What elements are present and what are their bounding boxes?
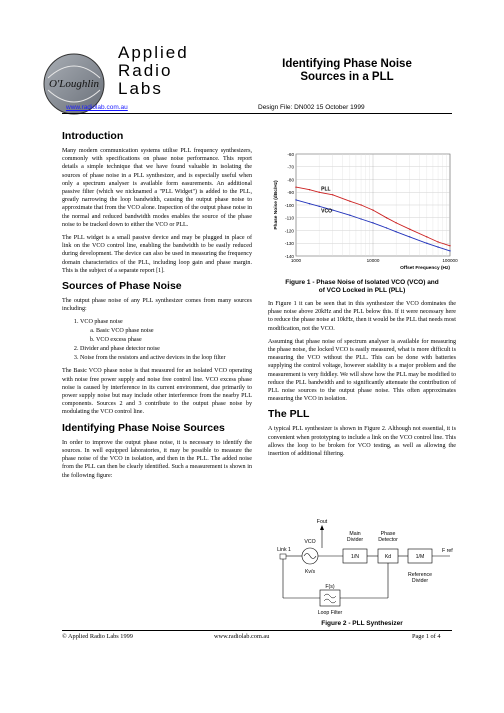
data-point-pll	[360, 204, 361, 205]
y-tick-label: -130	[284, 241, 294, 247]
title-line-1: Identifying Phase Noise	[282, 58, 412, 70]
data-point-pll	[332, 194, 333, 195]
reference-divider-ratio: 1/M	[415, 554, 425, 560]
data-point-pll	[409, 229, 410, 230]
reference-divider-label-2: Divider	[411, 578, 429, 584]
sources-heading: Sources of Phase Noise	[62, 280, 182, 293]
main-divider-ratio: 1/N	[350, 554, 360, 560]
identify-paragraph-1: In order to improve the output phase noise, it is necessary to identify the sources. In well equipped laboratories, it may be possible to measure the phase noise of the VCO in isolation, and then in the PLL. The added noise from the PLL can then be clearly identified. Such a measurement is shown in the following figure:	[62, 439, 252, 479]
brand-line-3: Labs	[118, 79, 163, 98]
footer-website-link[interactable]: www.radiolab.com.au	[214, 633, 270, 640]
data-point-vco	[332, 209, 333, 210]
sources-paragraph-2: The Basic VCO phase noise is that measured for an isolated VCO operating with noise free power supply and noise free control line. VCO excess phase noise is caused by interference in its current environment, due primarily to power supply noise but may include other interference from the nearby PLL components. Sources 2 and 3 contribute to the output phase noise by modulating the VCO control line.	[62, 368, 252, 416]
design-file-info: Design File: DN002 15 October 1999	[258, 104, 365, 111]
data-point-vco	[309, 203, 310, 204]
document-title	[254, 58, 440, 84]
identify-heading: Identifying Phase Noise Sources	[62, 421, 225, 434]
x-axis-label: Offset Frequency (Hz)	[400, 266, 450, 271]
data-point-vco	[372, 222, 373, 223]
brand-line-2: Radio	[118, 61, 173, 80]
data-point-pll	[309, 189, 310, 190]
data-point-vco	[395, 231, 396, 232]
data-point-vco	[426, 243, 427, 244]
website-link[interactable]: www.radiolab.com.au	[66, 104, 128, 111]
series-label-vco: VCO	[321, 208, 333, 215]
intro-paragraph-2: The PLL widget is a small passive device and may be plugged in place of link on the VCO control line, enabling the bandwidth to be easily reduced during development. The device can also be used in measuring the frequency domain characteristics of the PLL, including loop gain and phase margin. This is the subject of a separate report [1].	[62, 235, 252, 274]
sources-intro: The output phase noise of any PLL synthesizer comes from many sources including:	[62, 298, 252, 313]
y-tick-label: -140	[284, 253, 294, 259]
loop-filter-transfer: F(s)	[325, 584, 335, 590]
y-tick-label: -100	[284, 202, 294, 208]
data-point-vco	[449, 250, 450, 251]
title-line-2: Sources in a PLL	[300, 71, 394, 83]
right-paragraph-2: Assuming that phase noise of spectrum analyser is available for measuring the phase noise, the locked VCO is easily measured, what is more difficult is measuring the VCO without the PLL. This can be done with batteries supplying the control voltage, however stability is a major problem and the measurement is very fiddley. We will show how the PLL may be modified to reduce the PLL bandwidth and to significantly attenuate the contribution of PLL noise sources to the output phase noise. This often approximates measuring the VCO in isolation.	[268, 338, 456, 403]
phase-detector-gain: Kd	[384, 554, 392, 560]
series-label-pll: PLL	[321, 186, 331, 193]
figure-1-caption: Figure 1 - Phase Noise of Isolated VCO (VCO) and of VCO Locked in PLL (PLL)	[285, 279, 439, 294]
data-point-pll	[318, 192, 319, 193]
pll-block-diagram	[270, 518, 456, 618]
data-point-pll	[449, 245, 450, 246]
fout-label: Fout	[316, 519, 328, 525]
list-item: b. VCO excess phase	[96, 336, 252, 344]
left-column	[62, 126, 252, 485]
header-divider	[62, 113, 452, 114]
footer-page-number: Page 1 of 4	[412, 633, 441, 640]
y-axis-label: Phase Noise (dBc/Hz)	[274, 180, 279, 230]
data-point-pll	[386, 217, 387, 218]
list-item: 2. Divider and phase detector noise	[80, 345, 252, 353]
data-point-pll	[372, 209, 373, 210]
pll-paragraph-1: A typical PLL synthesizer is shown in Figure 2. Although not essential, it is convenient when prototyping to include a link on the VCO control line. This allows the loop to be broken for VCO testing, as well as allowing the insertion of additional filtering.	[268, 426, 456, 458]
data-point-vco	[409, 236, 410, 237]
brand-line-1: Applied	[118, 43, 189, 62]
logo-text: O'Loughlin	[48, 78, 100, 90]
data-point-pll	[295, 186, 296, 187]
y-tick-label: -90	[287, 190, 294, 196]
phase-detector-label-1: Phase	[380, 531, 396, 537]
y-tick-label: -80	[287, 177, 294, 183]
footer-divider	[62, 630, 452, 631]
x-tick-label: 10000	[366, 258, 380, 263]
right-paragraph-1: In Figure 1 it can be seen that in this synthesizer the VCO dominates the phase noise above 20kHz and the PLL below this. If it were necessary here to reduce the phase noise at 10kHz, then it would be the PLL that needs most modification, not the VCO.	[268, 301, 456, 332]
data-point-vco	[437, 246, 438, 247]
link-label: Link 1	[277, 547, 291, 553]
data-point-pll	[426, 236, 427, 237]
fref-label: F ref	[442, 548, 453, 554]
link-jumper	[280, 554, 286, 559]
right-column	[268, 300, 456, 463]
intro-heading: Introduction	[62, 130, 124, 142]
intro-paragraph-1: Many modern communication systems utilise PLL frequency synthesizers, commonly with specifications on phase noise performance. This report details a simple technique that we have found valuable in isolating the sources of phase noise in a PLL synthesizer, and is especially useful when only a spectrum analyser is available form easurements. An additional passive filter (which we nicknamed a "PLL Widget") is added to the PLL, greatly narrowing the loop bandwidth, causing the output phase noise to approximate that from the VCO alone. Inspection of the output phase noise in the normal and reduced bandwidth modes enables the source of the phase noise to be tracked down to either the VCO or PLL.	[62, 148, 252, 228]
phase-detector-label-2: Detector	[378, 537, 398, 543]
data-point-vco	[318, 206, 319, 207]
reference-divider-label-1: Reference	[408, 572, 432, 578]
y-tick-label: -110	[285, 215, 294, 221]
loop-filter-block	[320, 590, 340, 606]
main-divider-label-1: Main	[349, 531, 361, 537]
vco-label: VCO	[304, 539, 316, 545]
list-item: a. Basic VCO phase noise	[96, 327, 252, 335]
y-tick-label: -120	[284, 228, 294, 234]
data-point-pll	[349, 200, 350, 201]
brand-name	[118, 44, 189, 98]
phase-noise-chart	[270, 148, 458, 278]
fout-arrow	[320, 525, 324, 530]
data-point-vco	[295, 199, 296, 200]
pll-heading: The PLL	[268, 408, 310, 421]
sources-list	[62, 318, 252, 362]
list-item: 1. VCO phase noise a. Basic VCO phase noise b. VCO excess phase	[80, 318, 252, 344]
list-item: 3. Noise from the resistors and active devices in the loop filter	[80, 354, 252, 362]
data-point-pll	[437, 241, 438, 242]
main-divider-label-2: Divider	[346, 537, 364, 543]
x-tick-label: 1000	[290, 258, 302, 263]
x-tick-label: 100000	[442, 258, 458, 263]
footer-copyright: © Applied Radio Labs 1999	[62, 633, 133, 640]
data-point-vco	[386, 227, 387, 228]
data-point-pll	[395, 222, 396, 223]
loop-filter-label: Loop Filter	[317, 610, 343, 616]
y-tick-label: -60	[287, 151, 294, 157]
vco-sublist	[80, 327, 252, 344]
kv-label: Kv/s	[304, 569, 316, 575]
data-point-vco	[349, 215, 350, 216]
y-tick-label: -70	[287, 164, 294, 170]
data-point-vco	[360, 218, 361, 219]
figure-2-caption: Figure 2 - PLL Synthesizer	[321, 620, 403, 627]
